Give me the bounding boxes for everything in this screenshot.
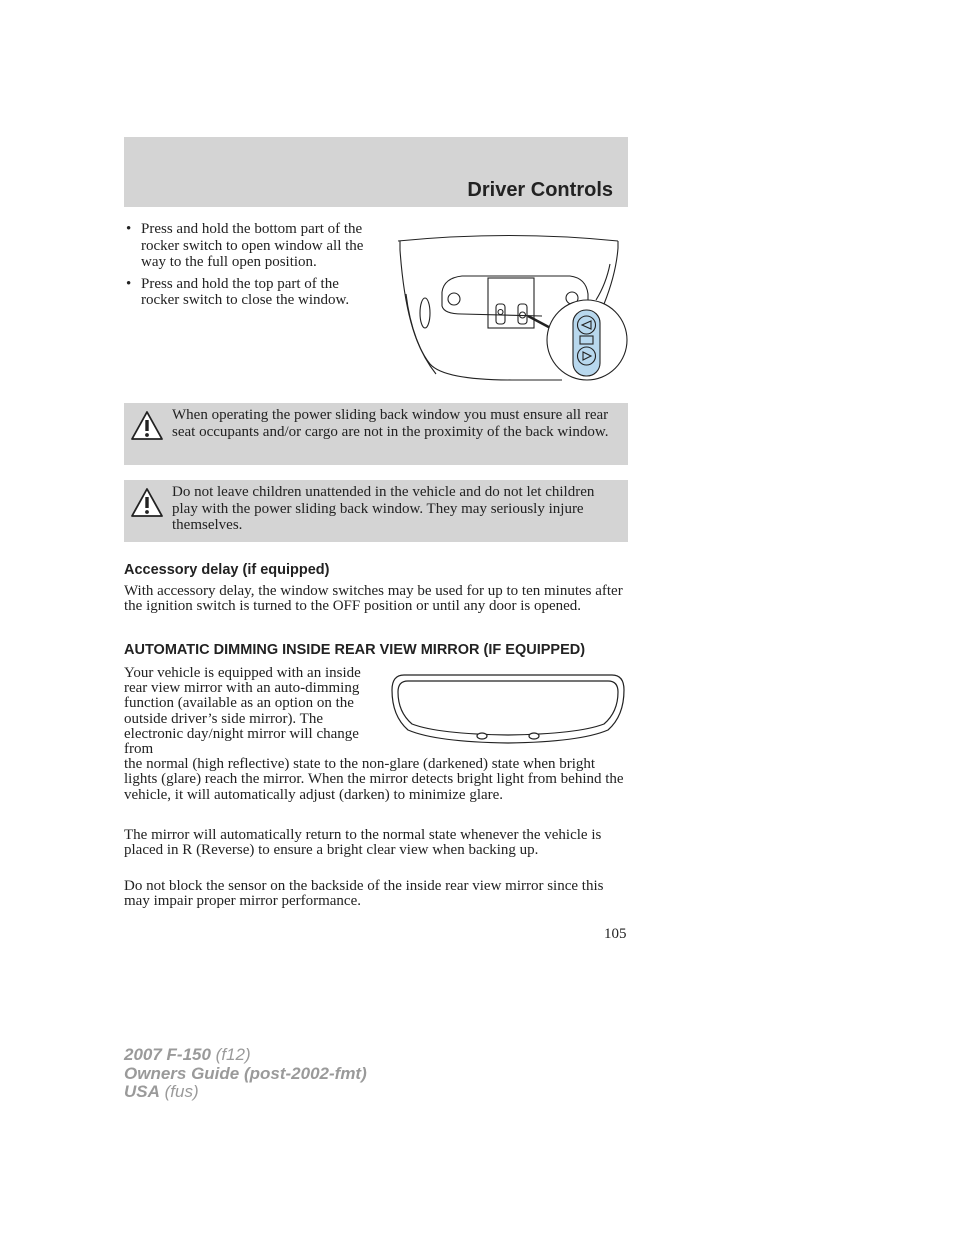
warning-triangle-icon [130,409,164,443]
mirror-paragraph-lead: Your vehicle is equipped with an inside rear view mirror with an auto-dimming function (available as an option on the outside driver’s side mirror). The electronic day/night mirror will change from [124,665,361,758]
list-item [124,221,380,271]
footer-line-model: 2007 F-150 (f12) [124,1045,251,1064]
section-heading-accessory-delay: Accessory delay (if equipped) [124,562,330,578]
warning-box [124,403,628,465]
mirror-paragraph-2: The mirror will automatically return to the normal state whenever the vehicle is placed in R (Reverse) to ensure a bright clear view when backing up. [124,827,602,859]
header-band [124,137,628,207]
bullet-text: Press and hold the top part of the rocker switch to close the window. [141,275,350,309]
bullet-dot: • [126,275,132,292]
mirror-paragraph-3: Do not block the sensor on the backside of the inside rear view mirror since this may impair proper mirror performance. [124,878,604,910]
warning-text: Do not leave children unattended in the vehicle and do not let children play with the power sliding back window. They may seriously injure themselves. [172,484,595,534]
accessory-delay-text: With accessory delay, the window switches may be used for up to ten minutes after the ignition switch is turned to the OFF position or until any door is opened. [124,583,623,615]
rocker-switch-illustration [392,234,630,384]
bullet-text: Press and hold the bottom part of the rocker switch to open window all the way to the full open position. [141,221,364,271]
warning-text: When operating the power sliding back window you must ensure all rear seat occupants and/or cargo are not in the proximity of the back window. [172,407,609,440]
mirror-paragraph-rest: the normal (high reflective) state to the non-glare (darkened) state when bright lights (glare) reach the mirror. When the mirror detects bright light from behind the vehicle, it will automatically adjust (darken) to minimize glare. [124,756,624,803]
list-item [124,276,380,309]
bullet-list [124,221,380,314]
page-title: Driver Controls [467,179,613,201]
footer-line-market: USA (fus) [124,1082,199,1101]
section-heading-auto-dimming-mirror: AUTOMATIC DIMMING INSIDE REAR VIEW MIRROR (IF EQUIPPED) [124,642,586,658]
warning-box [124,480,628,542]
rear-view-mirror-illustration [390,672,626,746]
footer-line-guide: Owners Guide (post-2002-fmt) [124,1063,367,1083]
document-footer [124,1046,367,1102]
bullet-dot: • [126,221,132,237]
page-number: 105 [604,926,627,942]
warning-triangle-icon [130,486,164,520]
